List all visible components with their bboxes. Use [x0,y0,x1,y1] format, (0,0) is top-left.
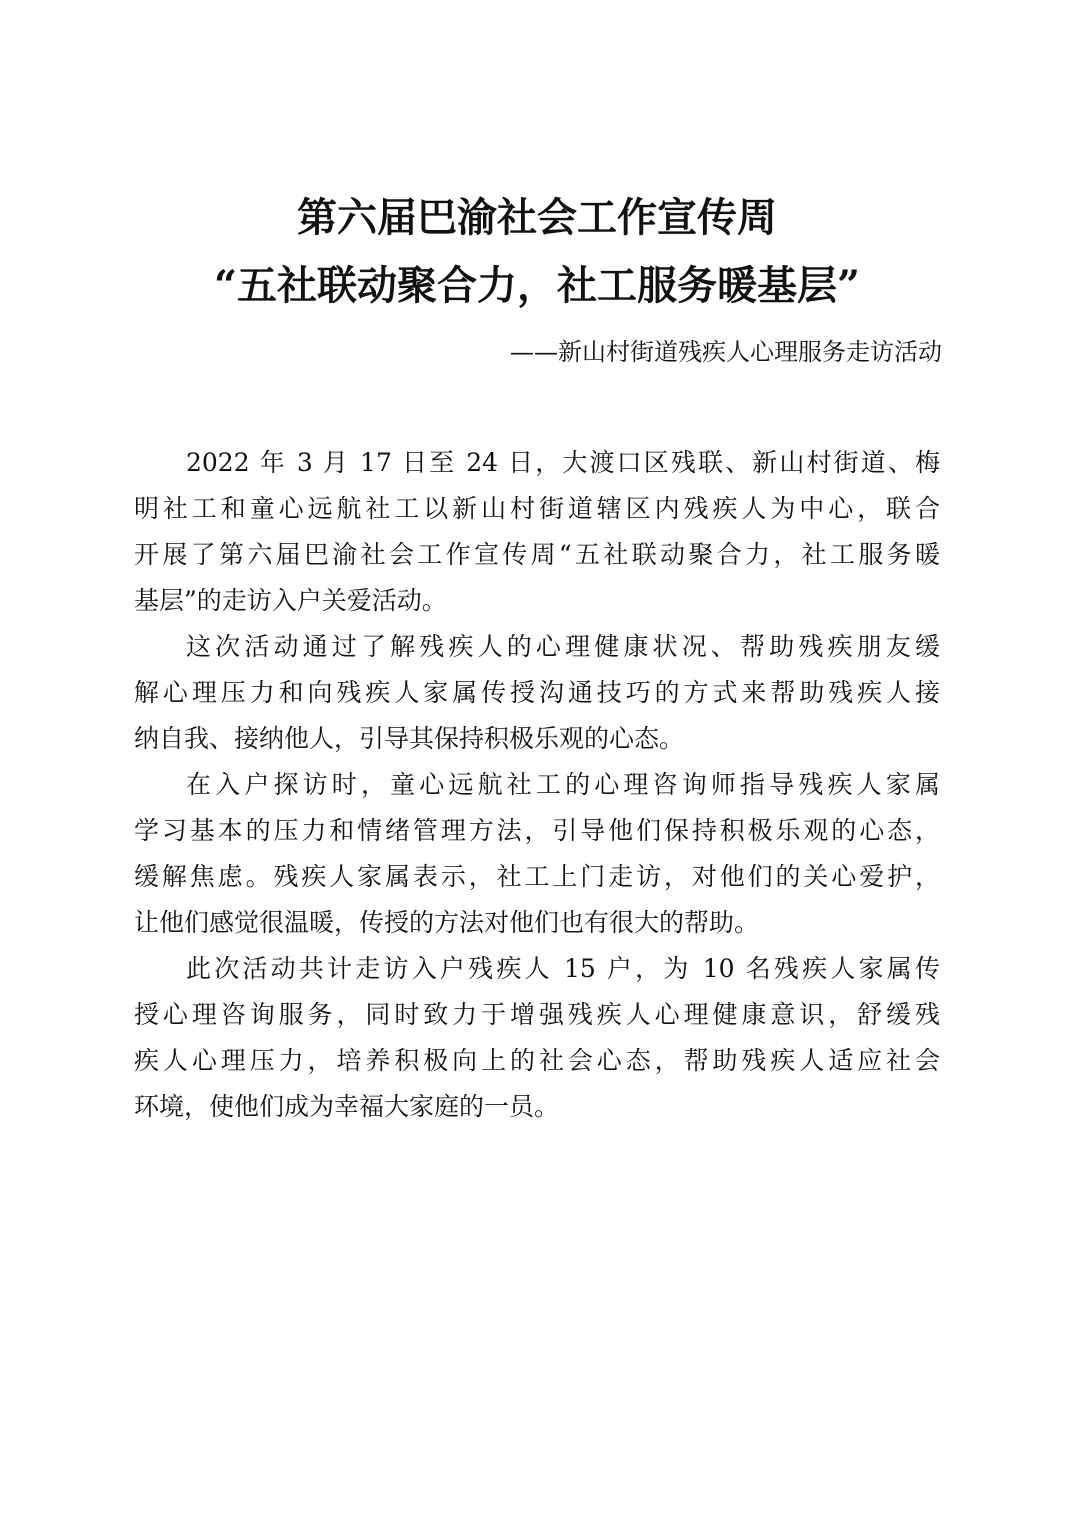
paragraph-line: 开展了第六届巴渝社会工作宣传周“五社联动聚合力，社工服务暖 [134,540,940,569]
paragraph-line: 在入户探访时，童心远航社工的心理咨询师指导残疾人家属 [186,770,940,799]
paragraph-line: 这次活动通过了解残疾人的心理健康状况、帮助残疾朋友缓 [186,632,940,661]
paragraph-line: 此次活动共计走访入户残疾人 15 户，为 10 名残疾人家属传 [186,954,940,983]
document-body [134,440,940,1130]
paragraph-line: 明社工和童心远航社工以新山村街道辖区内残疾人为中心，联合 [134,494,940,523]
paragraph-1 [134,440,940,624]
paragraph-line: 2022 年 3 月 17 日至 24 日，大渡口区残联、新山村街道、梅 [186,448,940,477]
document-title-line-1: 第六届巴渝社会工作宣传周 [297,194,777,241]
paragraph-2 [134,624,940,762]
paragraph-4 [134,946,940,1130]
document-subtitle: ——新山村街道残疾人心理服务走访活动 [510,338,942,366]
paragraph-line: 缓解焦虑。残疾人家属表示，社工上门走访，对他们的关心爱护， [134,862,940,891]
paragraph-3 [134,762,940,946]
paragraph-line: 授心理咨询服务，同时致力于增强残疾人心理健康意识，舒缓残 [134,1000,940,1029]
paragraph-line: 基层”的走访入户关爱活动。 [134,586,447,615]
paragraph-line: 解心理压力和向残疾人家属传授沟通技巧的方式来帮助残疾人接 [134,678,940,707]
document-title-line-2: “五社联动聚合力，社工服务暖基层” [213,262,860,309]
paragraph-line: 纳自我、接纳他人，引导其保持积极乐观的心态。 [134,724,685,753]
paragraph-line: 学习基本的压力和情绪管理方法，引导他们保持积极乐观的心态， [134,816,940,845]
paragraph-line: 疾人心理压力，培养积极向上的社会心态，帮助残疾人适应社会 [134,1046,940,1075]
paragraph-line: 让他们感觉很温暖，传授的方法对他们也有很大的帮助。 [134,908,760,937]
paragraph-line: 环境，使他们成为幸福大家庭的一员。 [134,1092,560,1121]
